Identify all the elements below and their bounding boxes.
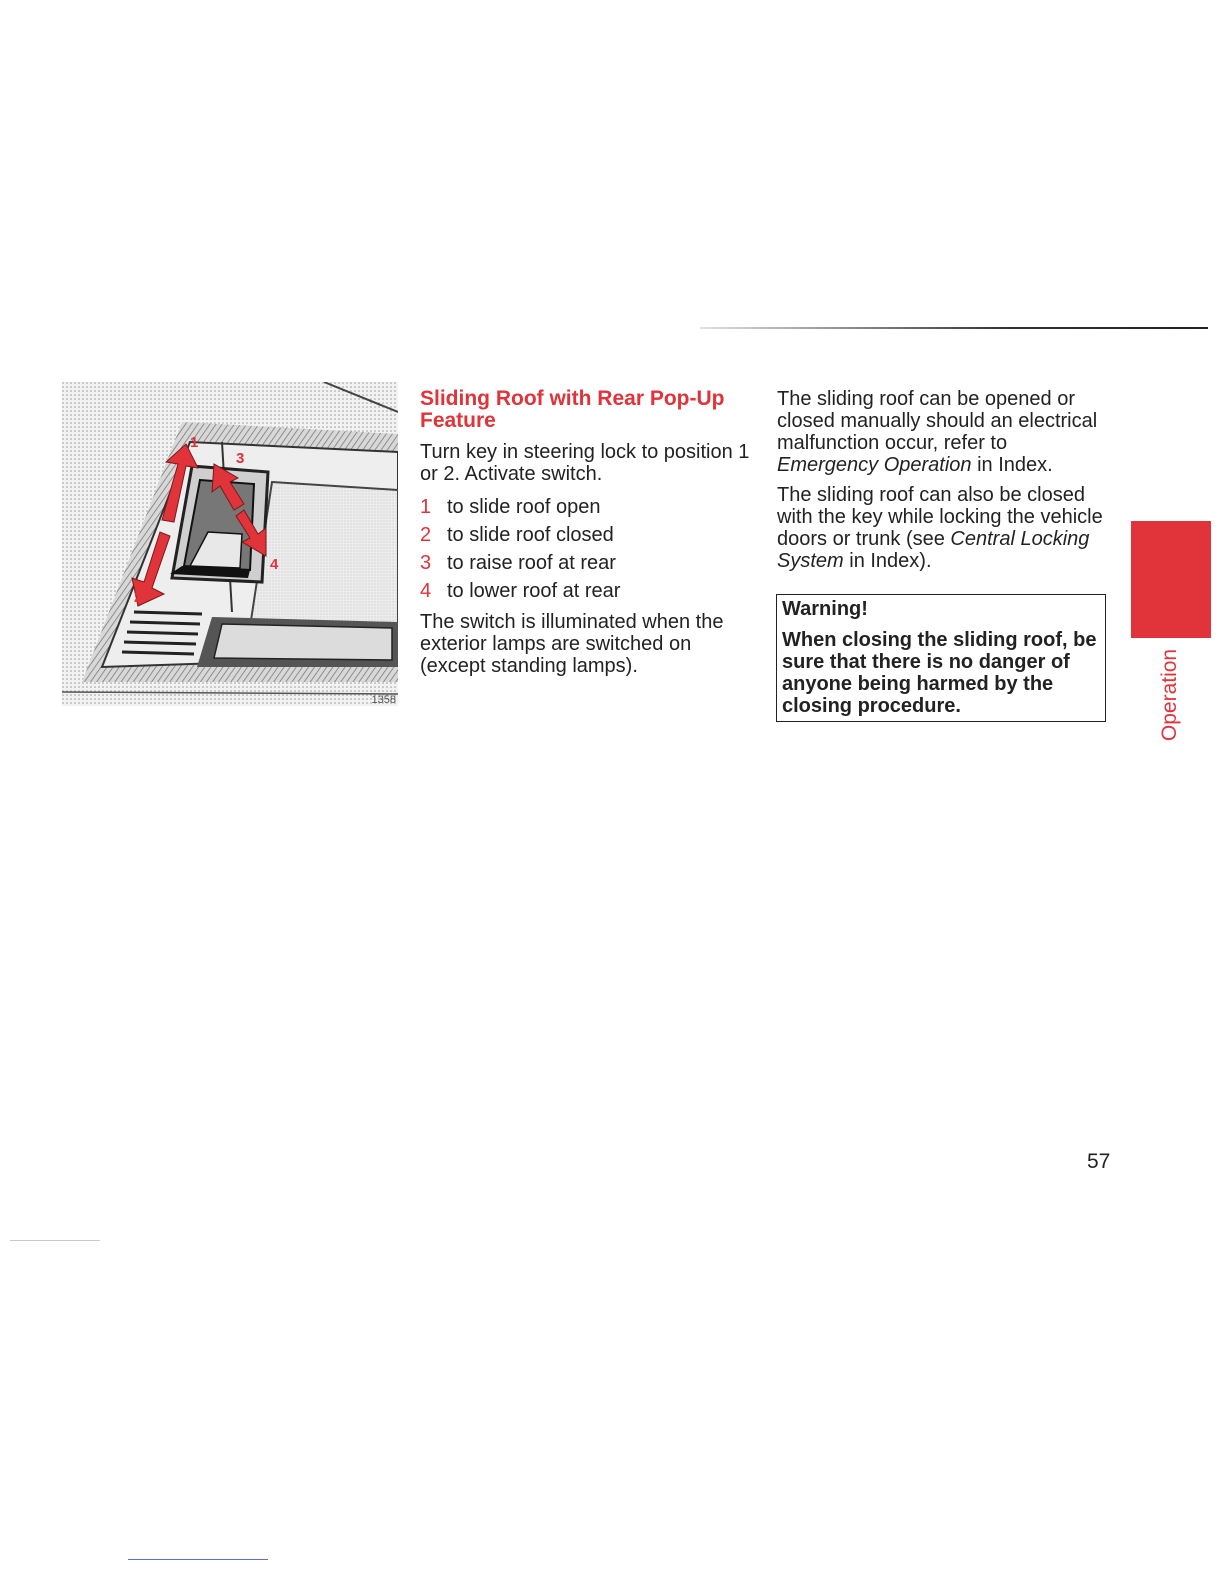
list-item (420, 549, 755, 577)
figure-label-3: 3 (236, 450, 245, 467)
page-number: 57 (1087, 1150, 1111, 1173)
figure-label-1: 1 (190, 434, 199, 451)
manual-operation-section (777, 388, 1109, 572)
manual-paragraph-2 (777, 484, 1109, 572)
step-text: to lower roof at rear (447, 580, 621, 602)
figure-label-4: 4 (270, 556, 279, 573)
central-locking-ref: Central Locking System (777, 528, 1090, 572)
list-item (420, 493, 755, 521)
step-number: 1 (420, 496, 432, 518)
intro-text: Turn key in steering lock to position 1 or 2. Activate switch. (420, 441, 750, 485)
section-tab-marker (1131, 521, 1211, 638)
sliding-roof-switch-illustration (62, 382, 398, 706)
step-number: 2 (420, 524, 432, 546)
manual-p1-end: in Index. (971, 454, 1053, 476)
footer-rule (10, 1240, 100, 1241)
illumination-text: The switch is illuminated when the exterior lamps are switched on (except standing lamps). (420, 611, 724, 677)
step-text: to slide roof open (447, 496, 601, 518)
figure-label-2: 2 (134, 589, 143, 606)
warning-box (776, 594, 1106, 722)
list-item (420, 521, 755, 549)
emergency-operation-ref: Emergency Operation (777, 454, 972, 476)
figure-code: 1358 (371, 694, 396, 706)
manual-paragraph-1 (777, 388, 1109, 476)
section-tab-label: Operation (1158, 648, 1181, 742)
warning-title: Warning! (782, 598, 868, 620)
manual-p2-end: in Index). (843, 550, 932, 572)
list-item (420, 577, 755, 605)
sliding-roof-section (420, 388, 755, 677)
step-text: to raise roof at rear (447, 552, 616, 574)
step-text: to slide roof closed (447, 524, 614, 546)
illustration-svg (62, 382, 398, 706)
bottom-blue-line (128, 1559, 268, 1560)
section-title: Sliding Roof with Rear Pop-Up Feature (420, 387, 725, 432)
switch-steps-list (420, 493, 755, 605)
step-number: 3 (420, 552, 432, 574)
step-number: 4 (420, 580, 432, 602)
warning-text: When closing the sliding roof, be sure that there is no danger of anyone being harmed by the closing procedure. (782, 629, 1097, 717)
header-rule (700, 327, 1208, 329)
manual-p2-text: The sliding roof can also be closed with the key while locking the vehicle doors or trunk (see (777, 484, 1103, 550)
manual-p1-text: The sliding roof can be opened or closed manually should an electrical malfunction occur, refer to (777, 388, 1098, 454)
